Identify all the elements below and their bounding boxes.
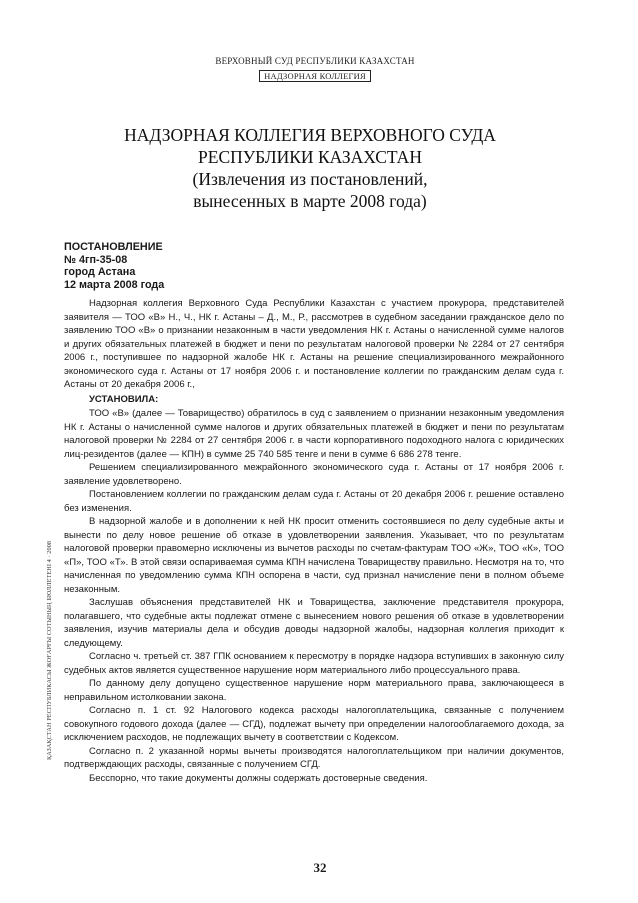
running-header: [200, 56, 430, 82]
header-title: ВЕРХОВНЫЙ СУД РЕСПУБЛИКИ КАЗАХСТАН: [215, 56, 415, 66]
doc-type: ПОСТАНОВЛЕНИЕ: [64, 241, 163, 253]
paragraph: Заслушав объяснения представителей НК и Товарищества, заключение представителя прокурора, полагавшего, что судебные акты подлежат отмене с вынесением нового решения об отказе в удовлетворении заявления, изучив материалы дела и обсудив доводы надзорной жалобы, надзорная коллегия приходит к следующему.: [64, 597, 564, 649]
paragraph: По данному делу допущено существенное нарушение норм материального права, заключающееся в неправильном истолковании закона.: [64, 678, 564, 703]
paragraph: Согласно п. 1 ст. 92 Налогового кодекса расходы налогоплательщика, связанные с получением совокупного годового дохода (далее — СГД), подлежат вычету при определении налогооблагаемого дохода, за исключением расходов, не подлежащих вычету в соответствии с Кодексом.: [64, 705, 564, 743]
paragraph: Решением специализированного межрайонного экономического суда г. Астаны от 17 ноября 2006 г. заявление удовлетворено.: [64, 462, 564, 487]
title-line-1: НАДЗОРНАЯ КОЛЛЕГИЯ ВЕРХОВНОГО СУДА: [124, 125, 496, 145]
title-line-3: (Извлечения из постановлений,: [192, 169, 428, 189]
resolution-meta: [64, 241, 364, 291]
article-title: [100, 124, 520, 212]
paragraph: Постановлением коллегии по гражданским делам суда г. Астаны от 20 декабря 2006 г. решение оставлено без изменения.: [64, 489, 564, 514]
doc-city: город Астана: [64, 266, 136, 278]
doc-number: № 4гп-35-08: [64, 253, 128, 266]
header-subtitle: НАДЗОРНАЯ КОЛЛЕГИЯ: [259, 70, 371, 82]
paragraph: Согласно ч. третьей ст. 387 ГПК основанием к пересмотру в порядке надзора вступивших в законную силу судебных актов является существенное нарушение норм материального либо процессуального права.: [64, 651, 564, 676]
paragraph: Надзорная коллегия Верховного Суда Республики Казахстан с участием прокурора, представителей заявителя — ТОО «В» Н., Ч., НК г. Астаны – Д., М., Р., рассмотрев в судебном заседании гражданское дело по заявлению ТОО «В» о признании незаконным в части уведомления НК г. Астаны о начисленной сумме налогов и других обязательных платежей в бюджет и пени по результатам налоговой проверки № 2284 от 27 сентября 2006 г., поступившее по надзорной жалобе НК г. Астаны на решение специализированного межрайонного экономического суда г. Астаны от 17 ноября 2006 г. и постановление коллегии по гражданским делам суда г. Астаны от 20 декабря 2006 г.,: [64, 298, 564, 390]
doc-date: 12 марта 2008 года: [64, 278, 165, 291]
title-line-4: вынесенных в марте 2008 года): [193, 191, 427, 211]
paragraph: ТОО «В» (далее — Товарищество) обратилось в суд с заявлением о признании незаконным уведомления НК г. Астаны о начисленной сумме налогов и других обязательных платежей в бюджет и пени по результатам налоговой проверки № 2284 от 27 сентября 2006 г. в части корпоративного подоходного налога с юридических лиц-резидентов (далее — КПН) в сумме 25 740 585 тенге и пени в сумме 6 686 278 тенге.: [64, 408, 564, 460]
title-line-2: РЕСПУБЛИКИ КАЗАХСТАН: [198, 147, 422, 167]
body-text: [64, 297, 564, 785]
paragraph: В надзорной жалобе и в дополнении к ней НК просит отменить состоявшиеся по делу судебные акты и вынести по делу новое решение об отказе в удовлетворении заявления. Указывает, что по результатам налоговой проверки правомерно исключены из вычетов расходы по счетам-фактурам ТОО «Ж», ТОО «К», ТОО «П», ТОО «Т». В этой связи оспариваемая сумма КПН начислена Товариществу правильно. Несмотря на то, что начисленная по уведомлению сумма КПН оспорена в части, суд признал начисление пени в полном объеме незаконным.: [64, 516, 564, 595]
paragraph: Бесспорно, что такие документы должны содержать достоверные сведения.: [89, 772, 428, 784]
side-journal-label: ҚАЗАҚСТАН РЕСПУБЛИКАСЫ ЖОҒАРҒЫ СОТЫНЫҢ БЮЛЛЕТЕНІ 4 · 2008: [46, 540, 53, 760]
page-number: 32: [313, 860, 327, 875]
paragraph: Согласно п. 2 указанной нормы вычеты производятся налогоплательщиком при наличии документов, подтверждающих расходы, связанные с получением СГД.: [64, 745, 564, 770]
established-heading: УСТАНОВИЛА:: [89, 393, 159, 405]
